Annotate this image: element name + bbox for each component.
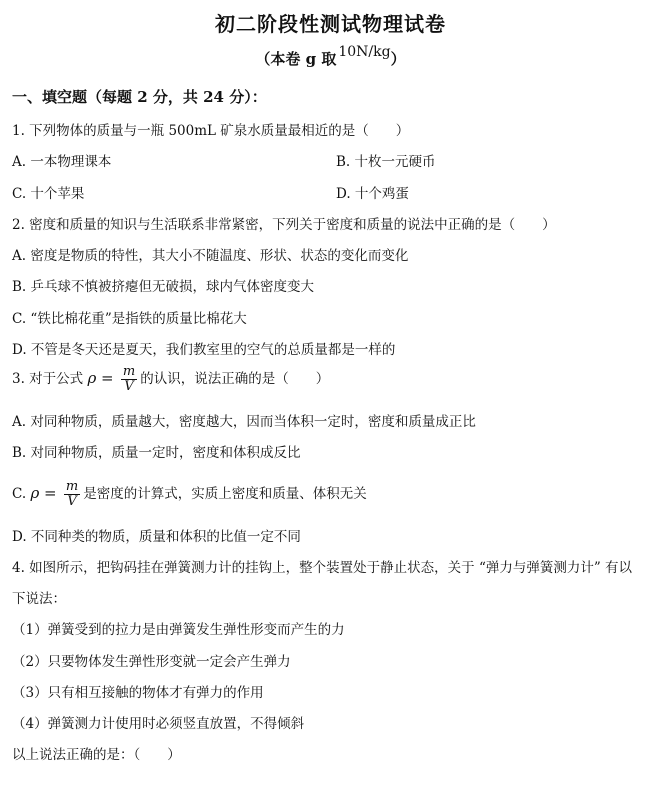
q2-option-d: D. 不管是冬天还是夏天，我们教室里的空气的总质量都是一样的	[12, 342, 396, 358]
q3-option-b: B. 对同种物质，质量一定时，密度和体积成反比	[12, 445, 301, 461]
subtitle-prefix: （本卷 g 取	[255, 50, 337, 68]
subtitle-unit: 10N/kg	[338, 44, 391, 60]
q3-stem-post: 的认识，说法正确的是（ ）	[140, 371, 330, 387]
q4-question-end: 以上说法正确的是：（ ）	[12, 747, 181, 763]
q1-stem: 1. 下列物体的质量与一瓶 500mL 矿泉水质量最相近的是（ ）	[12, 123, 410, 139]
q1-option-c: C. 十个苹果	[12, 186, 85, 202]
q3-stem	[12, 365, 329, 394]
formula-fraction	[64, 480, 80, 509]
q4-statement-4: （4）弹簧测力计使用时必须竖直放置，不得倾斜	[12, 716, 305, 732]
formula-fraction	[121, 365, 137, 394]
subtitle-suffix: ）	[390, 50, 406, 68]
q3-option-c-text: 是密度的计算式，实质上密度和质量、体积无关	[83, 486, 367, 502]
q2-stem: 2. 密度和质量的知识与生活联系非常紧密，下列关于密度和质量的说法中正确的是（ ）	[12, 217, 556, 233]
fraction-denominator: V	[67, 494, 77, 509]
q4-stem-line2: 下说法：	[12, 591, 66, 607]
q3-option-c-label: C.	[12, 486, 27, 502]
subtitle	[0, 44, 661, 69]
q3-stem-pre: 3. 对于公式	[12, 371, 84, 387]
q1-option-d: D. 十个鸡蛋	[336, 186, 409, 202]
fraction-numerator: m	[65, 479, 79, 494]
density-symbol: ρ =	[30, 484, 57, 502]
page-title: 初二阶段性测试物理试卷	[215, 12, 446, 36]
q4-stem-line1: 4. 如图所示，把钩码挂在弹簧测力计的挂钩上，整个装置处于静止状态，关于 “弹力与弹簧测力计” 有以	[12, 560, 633, 576]
q4-statement-3: （3）只有相互接触的物体才有弹力的作用	[12, 685, 264, 701]
q3-option-a: A. 对同种物质，质量越大，密度越大，因而当体积一定时，密度和质量成正比	[12, 414, 476, 430]
q4-statement-2: （2）只要物体发生弹性形变就一定会产生弹力	[12, 654, 291, 670]
q2-option-c: C. “铁比棉花重”是指铁的质量比棉花大	[12, 311, 247, 327]
q1-option-a: A. 一本物理课本	[12, 154, 112, 170]
q2-option-a: A. 密度是物质的特性，其大小不随温度、形状、状态的变化而变化	[12, 248, 409, 264]
q3-option-c	[12, 480, 367, 509]
q3-option-d: D. 不同种类的物质，质量和体积的比值一定不同	[12, 529, 301, 545]
q4-statement-1: （1）弹簧受到的拉力是由弹簧发生弹性形变而产生的力	[12, 622, 345, 638]
section-heading: 一、填空题（每题 2 分，共 24 分）：	[12, 88, 267, 106]
density-symbol: ρ =	[87, 369, 114, 387]
q2-option-b: B. 乒乓球不慎被挤瘪但无破损，球内气体密度变大	[12, 279, 315, 295]
fraction-numerator: m	[122, 364, 136, 379]
fraction-denominator: V	[124, 379, 134, 394]
q1-option-b: B. 十枚一元硬币	[336, 154, 436, 170]
